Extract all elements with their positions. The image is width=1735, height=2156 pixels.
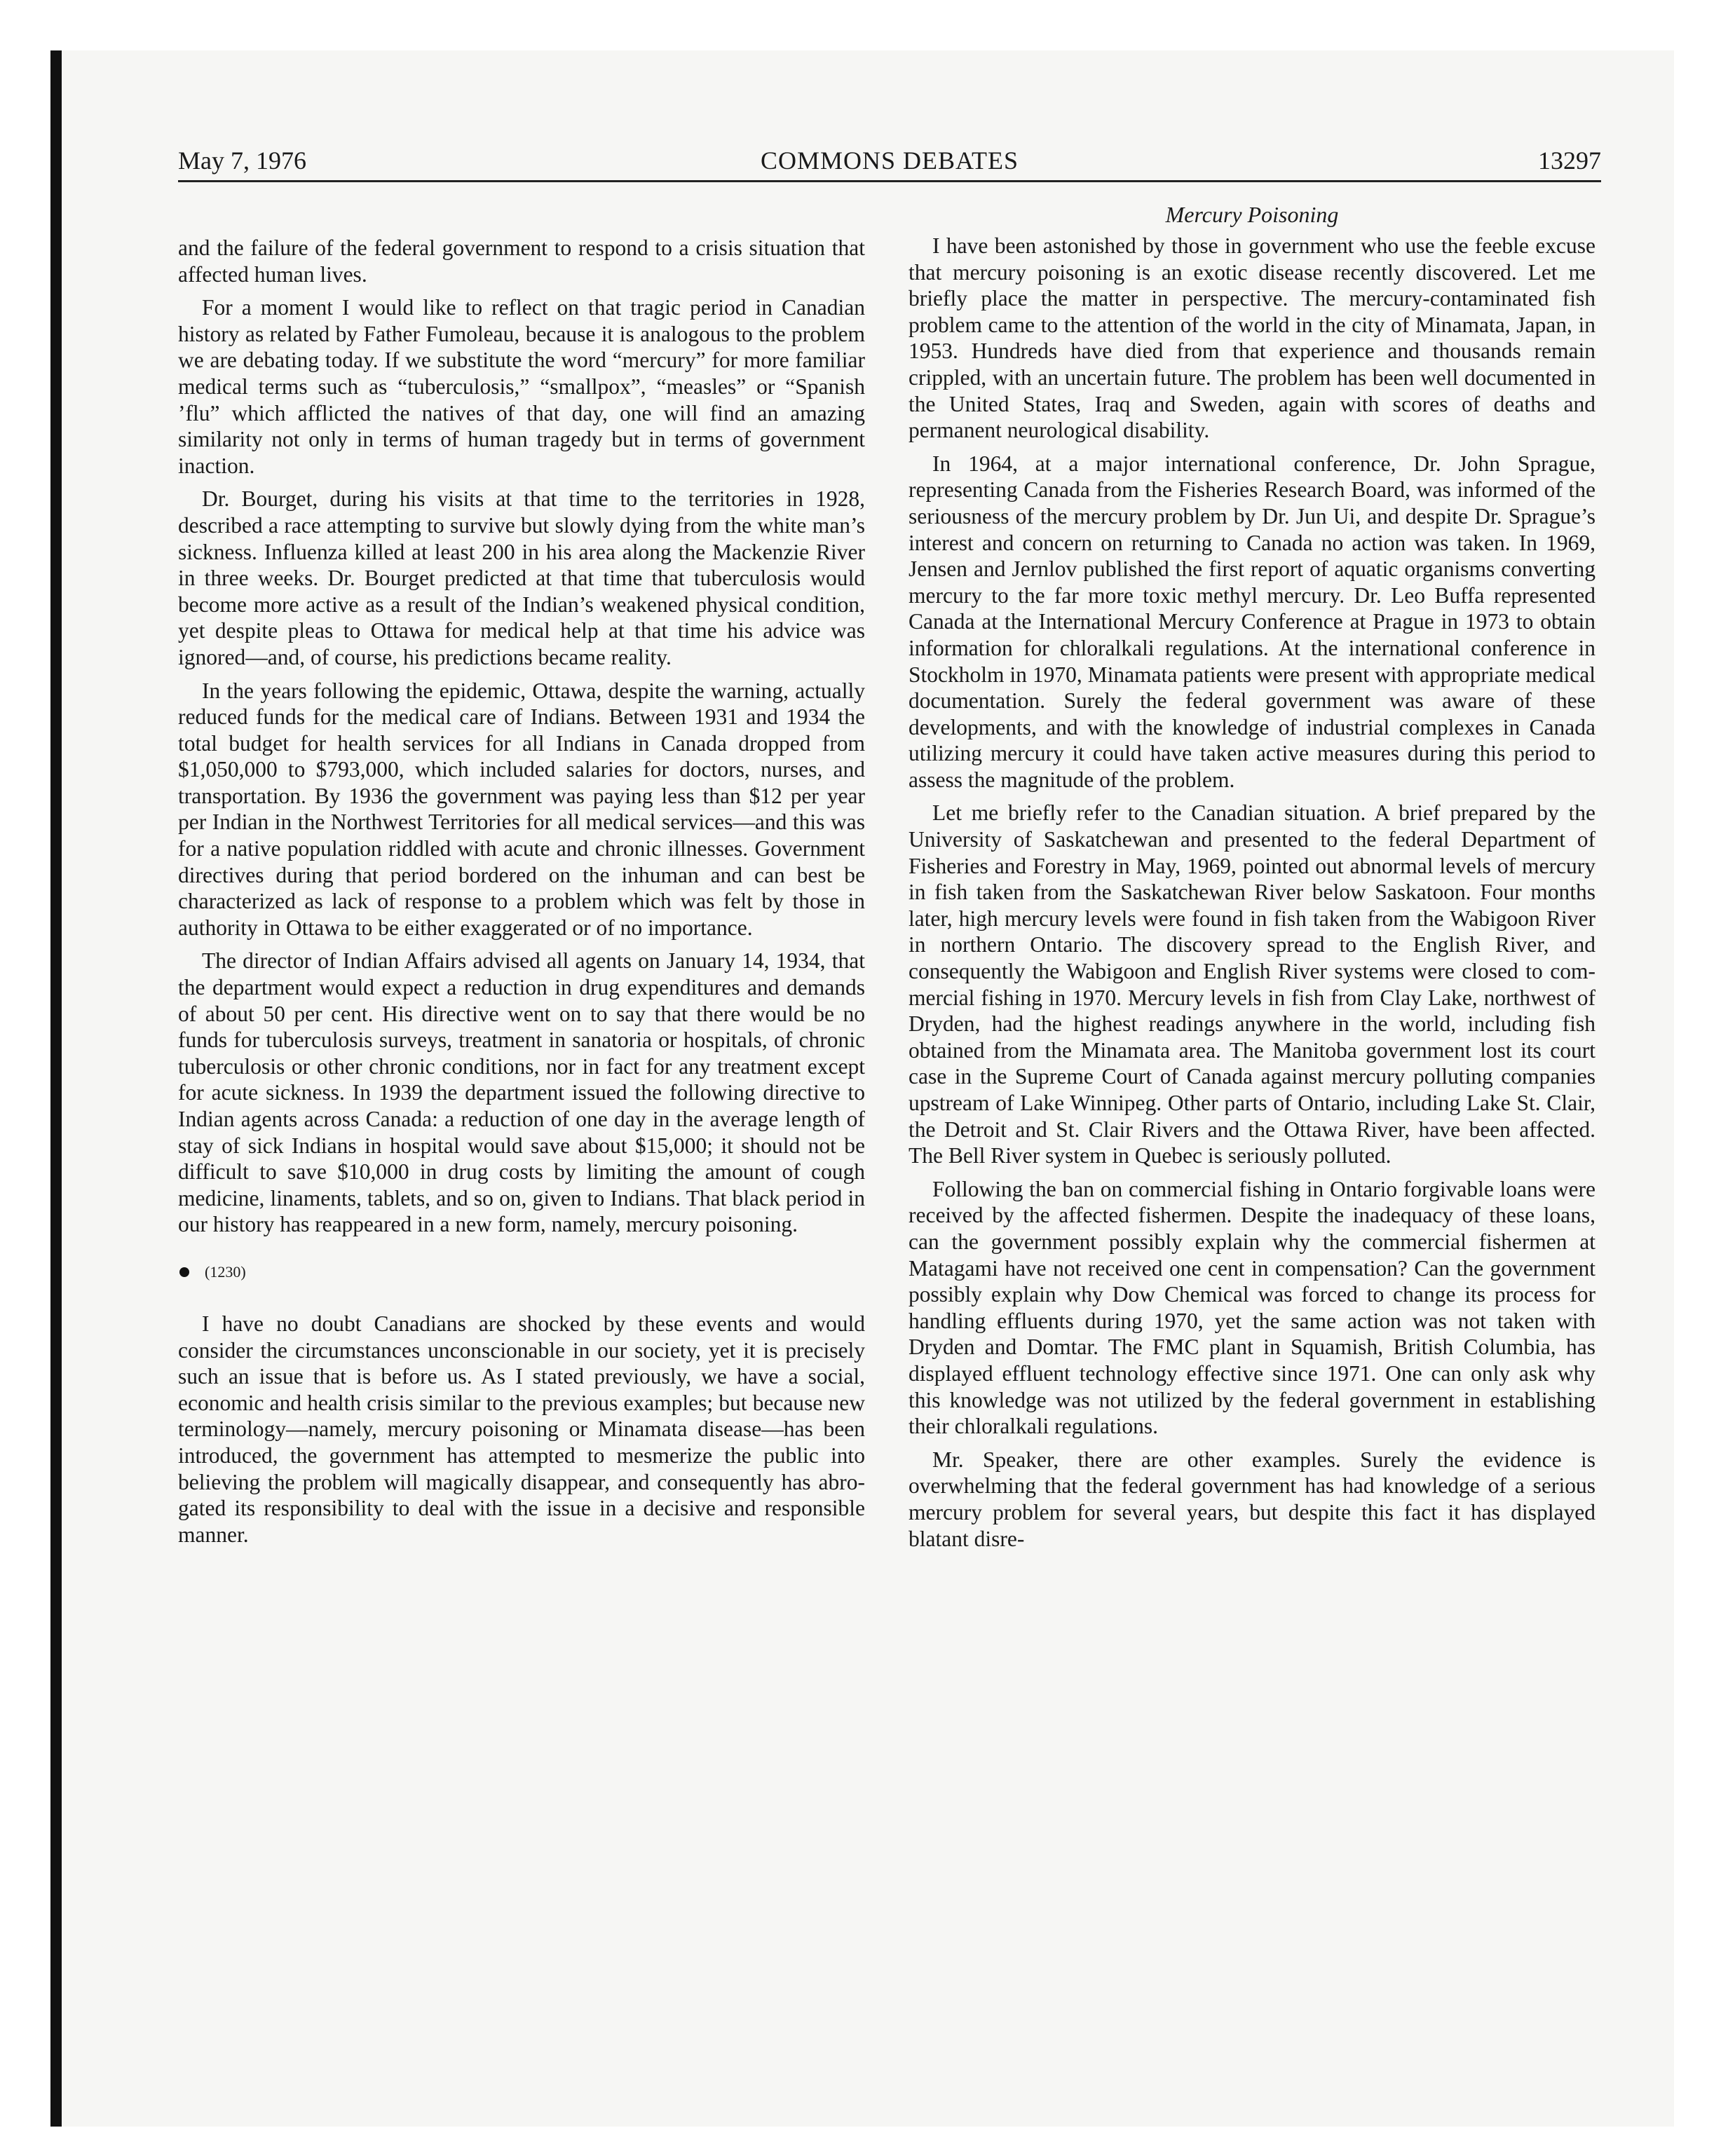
paragraph: and the failure of the federal government to respond to a crisis situation that affected human lives.: [178, 236, 865, 287]
paragraph: Dr. Bourget, during his visits at that time to the territories in 1928, described a race attempting to survive but slowly dying from the white man’s sickness. Influenza killed at least 200 in his area along the Mackenzie River in three weeks. Dr. Bourget predicted at that time that tuberculosis would become more active as a result of the Indian’s weakened physical condition, yet despite pleas to Ottawa for medical help at that time his advice was ignored—and, of course, his predictions became reality.: [178, 486, 865, 669]
header-date: May 7, 1976: [178, 146, 306, 175]
paragraph: Following the ban on commercial fishing in Ontario forgivable loans were received by the affected fishermen. Despite the inadequacy of these loans, can the government possibly explain why the commercial fishermen at Matagami have not received one cent in compensation? Can the government possibly explain why Dow Chemical was forced to change its process for handling effluents during 1970, yet the same action was not taken with Dryden and Domtar. The FMC plant in Squamish, British Columbia, has displayed effluent technology effective since 1971. One can only ask why this knowledge was not utilized by the federal government in establishing their chloralkali regulations.: [909, 1176, 1595, 1439]
paragraph: For a moment I would like to reflect on that tragic period in Canadian history as related by Father Fumoleau, because it is analogous to the problem we are debating today. If we substitute the word “mercury” for more familiar medical terms such as “tuberculosis,” “smallpox”, “measles” or “Spanish ’flu” which afflicted the natives of that day, one will find an amazing similarity not only in terms of human tragedy but in terms of government inaction.: [178, 295, 865, 478]
paragraph: The director of Indian Affairs advised all agents on January 14, 1934, that the department would expect a reduction in drug expenditures and demands of about 50 per cent. His directive went on to say that there would be no funds for tuberculosis surveys, treatment in sanatoria or hospitals, of chronic tuberculosis or other chronic conditions, nor in fact for any treatment except for acute sickness. In 1939 the department issued the following directive to Indian agents across Canada: a reduction of one day in the average length of stay of sick Indians in hospital would save about $15,000; it should not be difficult to save $10,000 in drug costs by limiting the amount of cough medicine, linaments, tablets, and so on, given to Indians. That black period in our history has reappeared in a new form, namely, mercury poisoning.: [178, 948, 865, 1237]
paragraph: Mr. Speaker, there are other examples. Surely the evidence is overwhelming that the federal government has had knowledge of a serious mercury problem for several years, but despite this fact it has displayed blatant disre-: [909, 1447, 1595, 1551]
time-marker: [178, 1263, 865, 1281]
paragraph: I have been astonished by those in government who use the feeble excuse that mercury poisoning is an exotic disease recently discovered. Let me briefly place the matter in perspective. The mercury-contaminated fish problem came to the attention of the world in the city of Minamata, Japan, in 1953. Hundreds have died from that experience and thousands remain crippled, with an uncertain future. The problem has been well documented in the United States, Iraq and Sweden, again with scores of deaths and permanent neurological disability.: [909, 233, 1595, 443]
bullet-icon: [179, 1267, 189, 1277]
header-page-number: 13297: [1538, 146, 1601, 175]
left-column: [178, 235, 865, 1555]
paragraph: I have no doubt Canadians are shocked by these events and would consider the circumstances unconscionable in our society, yet it is precisely such an issue that is before us. As I stated previously, we have a social, economic and health crisis similar to the previous examples; but because new terminology—namely, mercury poisoning or Minamata disease—has been introduced, the government has attempted to mesmerize the public into believing the problem will magically disappear, and consequently has abrogated its responsibility to deal with the issue in a decisive and responsible manner.: [178, 1311, 865, 1547]
paragraph: In the years following the epidemic, Ottawa, despite the warning, actually reduced funds for the medical care of Indians. Between 1931 and 1934 the total budget for health services for all Indians in Canada dropped from $1,050,000 to $793,000, which included salaries for doctors, nurses, and transportation. By 1936 the government was paying less than $12 per year per Indian in the Northwest Territories for all medical services—and this was for a native population riddled with acute and chronic illnesses. Government directives during that period bordered on the inhuman and can best be characterized as lack of response to a problem which was felt by those in authority in Ottawa to be either exaggerated or of no importance.: [178, 678, 865, 940]
paragraph: Let me briefly refer to the Canadian situation. A brief prepared by the University of Saskatchewan and presented to the federal Department of Fisheries and Forestry in May, 1969, pointed out abnormal levels of mercury in fish taken from the Saskatchewan River below Saskatoon. Four months later, high mercury levels were found in fish taken from the Wabigoon River in northern Ontario. The discovery spread to the English River, and consequently the Wabigoon and English River systems were closed to commercial fishing in 1970. Mercury levels in fish from Clay Lake, northwest of Dryden, had the highest readings anywhere in the world, including fish obtained from the Minamata area. The Manitoba government lost its court case in the Supreme Court of Canada against mercury polluting companies upstream of Lake Winnipeg. Other parts of Ontario, including Lake St. Clair, the Detroit and St. Clair Rivers and the Ottawa River, have been affected. The Bell River system in Quebec is seriously polluted.: [909, 800, 1595, 1168]
page-header: [178, 144, 1601, 182]
time-marker-label: (1230): [205, 1262, 246, 1281]
section-subheading: Mercury Poisoning: [1165, 202, 1339, 227]
scan-edge: [50, 50, 62, 2127]
header-publication: COMMONS DEBATES: [760, 146, 1019, 175]
right-column: [909, 202, 1595, 1559]
paragraph: In 1964, at a major international conference, Dr. John Sprague, representing Canada from the Fisheries Research Board, was informed of the seriousness of the mercury problem by Dr. Jun Ui, and despite Dr. Sprague’s interest and concern on returning to Canada no action was taken. In 1969, Jensen and Jernlov published the first report of aquatic organisms converting mercury to the far more toxic methyl mercury. Dr. Leo Buffa represented Canada at the International Mercury Conference at Prague in 1973 to obtain information for chloralkali regulations. At the international conference in Stockholm in 1970, Minamata patients were present with appropriate medical documentation. Surely the federal government was aware of these developments, and with the knowledge of industrial complexes in Canada utilizing mercury it could have taken active measures during this period to assess the magnitude of the problem.: [909, 451, 1595, 792]
